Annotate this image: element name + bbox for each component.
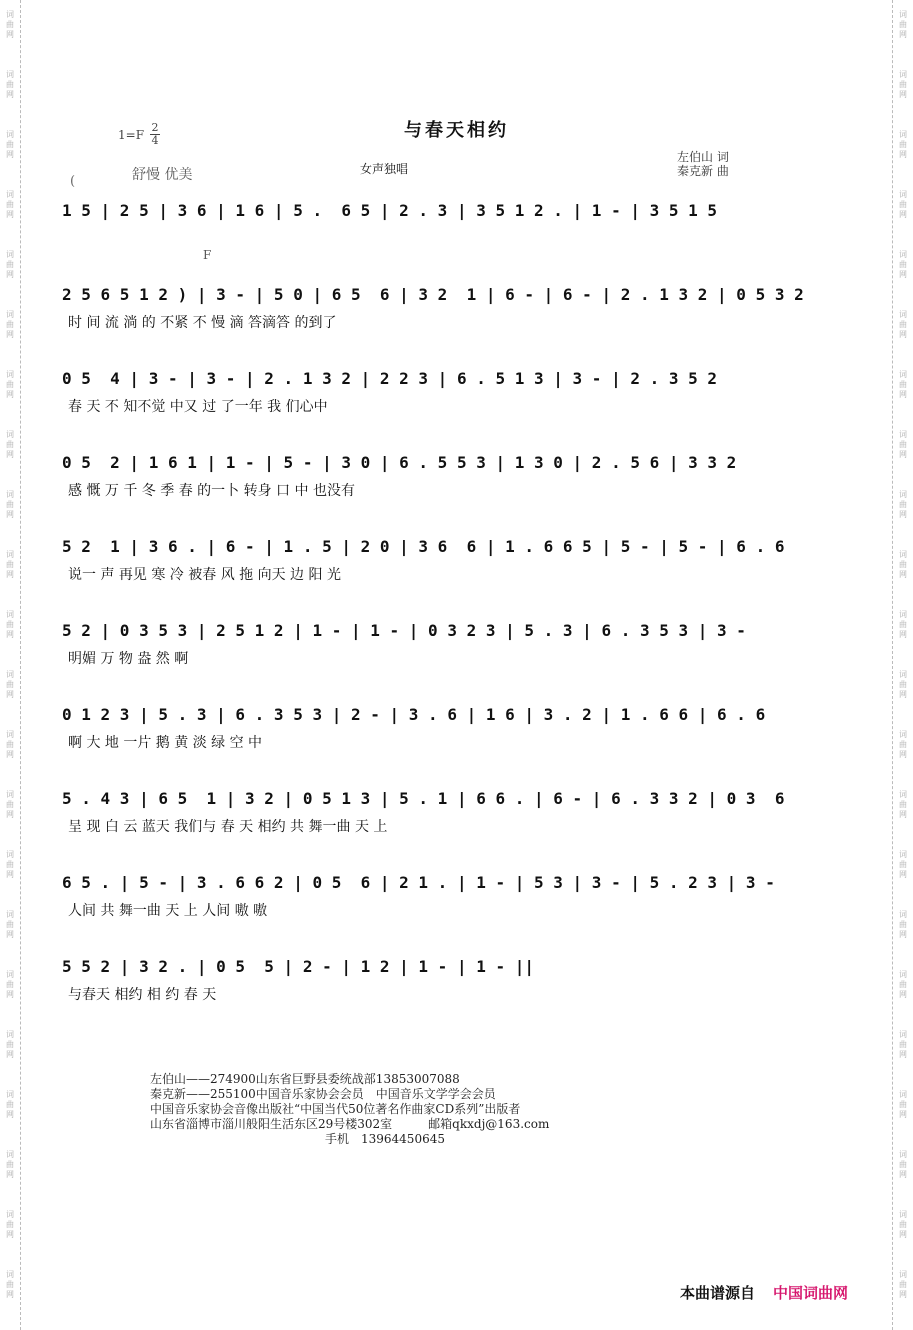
- side-watermark: 词 曲 网: [899, 790, 907, 819]
- notation-line: 5 2 1 | 3 6 . | 6 - | 1 . 5 | 2 0 | 3 6 6 | 1 . 6 6 5 | 5 - | 5 - | 6 . 6: [62, 537, 785, 556]
- side-watermark: 词 曲 网: [6, 490, 14, 519]
- side-watermark: 词 曲 网: [899, 1030, 907, 1059]
- notation-line: 5 2 | 0 3 5 3 | 2 5 1 2 | 1 - | 1 - | 0 3 2 3 | 5 . 3 | 6 . 3 5 3 | 3 -: [62, 621, 746, 640]
- lyric-line: [68, 228, 818, 250]
- side-watermark: 词 曲 网: [899, 1150, 907, 1179]
- composer-credit: 秦克新 曲: [677, 164, 729, 178]
- side-watermark: 词 曲 网: [899, 970, 907, 999]
- side-watermark: 词 曲 网: [899, 250, 907, 279]
- side-watermark: 词 曲 网: [6, 1210, 14, 1239]
- right-watermark-strip: [892, 0, 913, 1330]
- performance-type: 女声独唱: [360, 162, 409, 176]
- song-title: 与春天相约: [404, 120, 509, 141]
- side-watermark: 词 曲 网: [6, 310, 14, 339]
- source-credit: [680, 1282, 848, 1303]
- side-watermark: 词 曲 网: [6, 10, 14, 39]
- notation-line: 2 5 6 5 1 2 ) | 3 - | 5 0 | 6 5 6 | 3 2 1 | 6 - | 6 - | 2 . 1 3 2 | 0 5 3 2: [62, 285, 804, 304]
- side-watermark: 词 曲 网: [899, 910, 907, 939]
- side-watermark: 词 曲 网: [6, 850, 14, 879]
- footer-line: 手机 13964450645: [325, 1132, 445, 1146]
- time-signature: [150, 122, 160, 147]
- side-watermark: 词 曲 网: [6, 610, 14, 639]
- lyric-line: 明媚 万 物 盎 然 啊: [68, 651, 189, 667]
- notation-line: 6 5 . | 5 - | 3 . 6 6 2 | 0 5 6 | 2 1 . | 1 - | 5 3 | 3 - | 5 . 2 3 | 3 -: [62, 873, 775, 892]
- side-watermark: 词 曲 网: [899, 130, 907, 159]
- side-watermark: 词 曲 网: [899, 430, 907, 459]
- tempo-marking: 舒慢 优美: [132, 167, 193, 183]
- side-watermark: 词 曲 网: [6, 250, 14, 279]
- side-watermark: 词 曲 网: [6, 370, 14, 399]
- lyric-line: 时 间 流 淌 的 不紧 不 慢 滴 答滴答 的到了: [68, 315, 337, 331]
- side-watermark: 词 曲 网: [899, 1270, 907, 1299]
- contact-footer: [150, 1072, 620, 1147]
- side-watermark: 词 曲 网: [6, 1150, 14, 1179]
- side-watermark: 词 曲 网: [899, 610, 907, 639]
- lyric-line: 说一 声 再见 寒 冷 被春 风 拖 向天 边 阳 光: [68, 567, 341, 583]
- lyric-line: 人间 共 舞一曲 天 上 人间 嗷 嗷: [68, 903, 268, 919]
- lyricist-credit: 左伯山 词: [677, 150, 729, 164]
- side-watermark: 词 曲 网: [6, 550, 14, 579]
- notation-line: 0 1 2 3 | 5 . 3 | 6 . 3 5 3 | 2 - | 3 . 6 | 1 6 | 3 . 2 | 1 . 6 6 | 6 . 6: [62, 705, 766, 724]
- notation-line: 0 5 4 | 3 - | 3 - | 2 . 1 3 2 | 2 2 3 | 6 . 5 1 3 | 3 - | 2 . 3 5 2: [62, 369, 718, 388]
- side-watermark: 词 曲 网: [6, 70, 14, 99]
- source-brand[interactable]: 中国词曲网: [773, 1284, 849, 1302]
- lyric-line: 春 天 不 知不觉 中又 过 了一年 我 们心中: [68, 399, 328, 415]
- side-watermark: 词 曲 网: [6, 130, 14, 159]
- side-watermark: 词 曲 网: [6, 970, 14, 999]
- side-watermark: 词 曲 网: [6, 1090, 14, 1119]
- time-bottom: 4: [151, 134, 159, 147]
- side-watermark: 词 曲 网: [899, 550, 907, 579]
- credits: [677, 150, 729, 178]
- side-watermark: 词 曲 网: [899, 850, 907, 879]
- intro-paren: (: [70, 174, 76, 189]
- lyric-line: 感 慨 万 千 冬 季 春 的一卜 转身 口 中 也没有: [68, 483, 355, 499]
- side-watermark: 词 曲 网: [6, 1270, 14, 1299]
- side-watermark: 词 曲 网: [6, 430, 14, 459]
- key-signature: 1=F: [118, 128, 145, 142]
- left-watermark-strip: [0, 0, 21, 1330]
- side-watermark: 词 曲 网: [899, 370, 907, 399]
- side-watermark: 词 曲 网: [899, 1090, 907, 1119]
- f-mark: F: [203, 248, 212, 262]
- side-watermark: 词 曲 网: [899, 490, 907, 519]
- footer-line: 秦克新——255100中国音乐家协会会员 中国音乐文学学会会员: [150, 1087, 496, 1101]
- source-label: 本曲谱源自: [680, 1284, 756, 1302]
- notation-line: 1 5 | 2 5 | 3 6 | 1 6 | 5 . 6 5 | 2 . 3 | 3 5 1 2 . | 1 - | 3 5 1 5: [62, 201, 718, 220]
- side-watermark: 词 曲 网: [899, 10, 907, 39]
- side-watermark: 词 曲 网: [6, 910, 14, 939]
- notation-line: 0 5 2 | 1 6 1 | 1 - | 5 - | 3 0 | 6 . 5 5 3 | 1 3 0 | 2 . 5 6 | 3 3 2: [62, 453, 737, 472]
- side-watermark: 词 曲 网: [899, 730, 907, 759]
- side-watermark: 词 曲 网: [899, 670, 907, 699]
- side-watermark: 词 曲 网: [6, 1030, 14, 1059]
- notation-line: 5 . 4 3 | 6 5 1 | 3 2 | 0 5 1 3 | 5 . 1 | 6 6 . | 6 - | 6 . 3 3 2 | 0 3 6: [62, 789, 785, 808]
- side-watermark: 词 曲 网: [6, 730, 14, 759]
- side-watermark: 词 曲 网: [899, 190, 907, 219]
- footer-line: 左伯山——274900山东省巨野县委统战部13853007088: [150, 1072, 460, 1086]
- side-watermark: 词 曲 网: [6, 190, 14, 219]
- side-watermark: 词 曲 网: [899, 70, 907, 99]
- notation-line: 5 5 2 | 3 2 . | 0 5 5 | 2 - | 1 2 | 1 - | 1 - ||: [62, 957, 535, 976]
- lyric-line: 呈 现 白 云 蓝天 我们与 春 天 相约 共 舞一曲 天 上: [68, 819, 388, 835]
- lyric-line: 与春天 相约 相 约 春 天: [68, 987, 217, 1003]
- footer-line: 中国音乐家协会音像出版社“中国当代50位著名作曲家CD系列”出版者: [150, 1102, 521, 1116]
- side-watermark: 词 曲 网: [899, 310, 907, 339]
- footer-line: 山东省淄博市淄川般阳生活东区29号楼302室 邮箱qkxdj@163.com: [150, 1117, 550, 1131]
- lyric-line: 啊 大 地 一片 鹅 黄 淡 绿 空 中: [68, 735, 263, 751]
- side-watermark: 词 曲 网: [6, 670, 14, 699]
- time-top: 2: [151, 121, 159, 134]
- side-watermark: 词 曲 网: [899, 1210, 907, 1239]
- side-watermark: 词 曲 网: [6, 790, 14, 819]
